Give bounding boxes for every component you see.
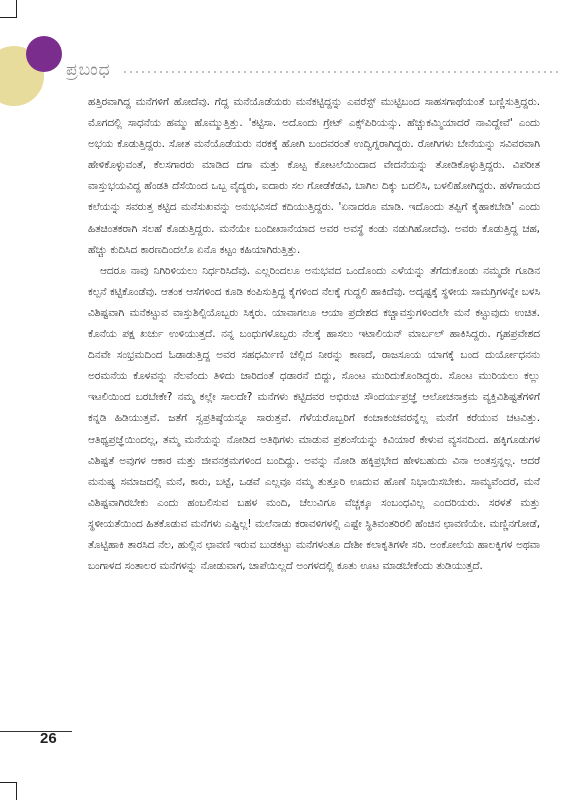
article-body <box>88 92 540 732</box>
paragraph-2: ಆದರೂ ನಾವು ನಿಗಿರಿಳಿಯಲು ನಿರ್ಧರಿಸಿದೆವು. ಎಲ್ಲರಿಂದಲೂ ಅನುಭವದ ಒಂದೊಂದು ಎಳೆಯನ್ನು ತೆಗೆದುಕೊಂಡು ನಮ್ಮದೇ ಗೂಡಿನ ಕಲ್ಪನೆ ಕಟ್ಟಿಕೊಂಡೆವು. ಆತಂಕ ಆಸೆಗಳಿಂದ ಕೂಡಿ ಕಂಪಿಸುತ್ತಿದ್ದ ಕೈಗಳಿಂದ ನೆಲಕ್ಕೆ ಗುದ್ದಲಿ ಹಾಕಿದೆವು. ಅದೃಷ್ಟಕ್ಕೆ ಸ್ಥಳೀಯ ಸಾಮಗ್ರಿಗಳನ್ನೇ ಬಳಸಿ ವಿಶಿಷ್ಟವಾಗಿ ಮನೆಕಟ್ಟುವ ವಾಸ್ತುಶಿಲ್ಪಿಯೊಬ್ಬರು ಸಿಕ್ಕರು. ಯಾವಾಗಲೂ ಆಯಾ ಪ್ರದೇಶದ ಕಚ್ಚಾವಸ್ತುಗಳಿಂದಲೇ ಮನೆ ಕಟ್ಟುವುದು ಉಚಿತ. ಕೊನೆಯ ಪಕ್ಷ ಖರ್ಚು ಉಳಿಯುತ್ತದೆ. ನನ್ನ ಬಂಧುಗಳೊಬ್ಬರು ನೆಲಕ್ಕೆ ಹಾಸಲು ಇಟಾಲಿಯನ್ ಮಾರ್ಬಲ್ ಹಾಕಿಸಿದ್ದರು. ಗೃಹಪ್ರವೇಶದ ದಿನವೇ ಸಂಭ್ರಮದಿಂದ ಓಡಾಡುತ್ತಿದ್ದ ಅವರ ಸಹಧರ್ಮಿಣಿ ಚೆಲ್ಲಿದ ನೀರನ್ನು ಕಾಣದೆ, ರಾಜಸೂಯ ಯಾಗಕ್ಕೆ ಬಂದ ದುರ್ಯೋಧನನು ಅರಮನೆಯ ಕೊಳವನ್ನು ನೆಲವೆಂದು ತಿಳಿದು ಜಾರಿದಂತೆ ಧಡಾರನೆ ಬಿದ್ದು, ಸೊಂಟ ಮುರಿದುಕೊಂಡಿದ್ದರು. ಸೊಂಟ ಮುರಿಯಲು ಕಲ್ಲು ಇಟಲಿಯಿಂದ ಬರಬೇಕೇ? ನಮ್ಮ ಕಲ್ಲೇ ಸಾಲದೇ? ಮನೆಗಳು ಕಟ್ಟಿದವರ ಅಭಿರುಚಿ ಸೌಂದರ್ಯಪ್ರಜ್ಞೆ ಆಲೋಚನಾಕ್ರಮ ವ್ಯಕ್ತಿವಿಶಿಷ್ಟತೆಗಳಿಗೆ ಕನ್ನಡಿ ಹಿಡಿಯುತ್ತವೆ. ಜತೆಗೆ ಸ್ವಪ್ರತಿಷ್ಠೆಯನ್ನೂ ಸಾರುತ್ತವೆ. ಗೆಳೆಯರೊಬ್ಬರಿಗೆ ಕಂಚಾಕಂಚವರನ್ನೆಲ್ಲ ಮನೆಗೆ ಕರೆಯುವ ಚಟವಿತ್ತು. ಆತಿಥ್ಯಪ್ರಜ್ಞೆಯಿಂದಲ್ಲ, ತಮ್ಮ ಮನೆಯನ್ನು ನೋಡಿದ ಅತಿಥಿಗಳು ಮಾಡುವ ಪ್ರಶಂಸೆಯನ್ನು ಕಿವಿಯಾರೆ ಕೇಳುವ ವ್ಯಸನದಿಂದ. ಹಕ್ಕಿಗೂಡುಗಳ ವಿಶಿಷ್ಟತೆ ಅವುಗಳ ಆಕಾರ ಮತ್ತು ಜೀವನಕ್ರಮಗಳಿಂದ ಬಂದಿದ್ದು. ಅವನ್ನು ನೋಡಿ ಹಕ್ಕಿಪ್ರಭೇದ ಹೇಳಬಹುದು ವಿನಾ ಅಂತಸ್ತನ್ನಲ್ಲ. ಆದರೆ ಮನುಷ್ಯ ಸಮಾಜದಲ್ಲಿ ಮನೆ, ಕಾರು, ಬಟ್ಟೆ, ಒಡವೆ ಎಲ್ಲವೂ ನಮ್ಮ ತುತ್ತೂರಿ ಊದುವ ಹೊಣೆ ನಿಭಾಯಿಸಬೇಕು. ಸಾಮ್ಯವೆಂದರೆ, ಮನೆ ವಿಶಿಷ್ಟವಾಗಿರಬೇಕು ಎಂದು ಹಂಬಲಿಸುವ ಬಹಳ ಮಂದಿ, ಚೆಲುವಿಗೂ ವೆಚ್ಚಕ್ಕೂ ಸಂಬಂಧವಿಲ್ಲ ಎಂದರಿಯರು. ಸರಳತೆ ಮತ್ತು ಸ್ಥಳೀಯತೆಯಿಂದ ಹಿತಕೊಡುವ ಮನೆಗಳು ಎಷ್ಟಿಲ್ಲ! ಮಲೆನಾಡು ಕರಾವಳಿಗಳಲ್ಲಿ ಎಷ್ಟೇ ಸ್ಥಿತಿವಂತರಿರಲಿ ಹೆಂಚಿನ ಛಾವಣಿಯೇ. ಮಣ್ಣಿನಗೋಡೆ, ತೊಟ್ಟಿಹಾಕಿ ತಾರಸಿದ ನೆಲ, ಹುಲ್ಲಿನ ಛಾವಣಿ ಇರುವ ಬುಡಕಟ್ಟು ಮನೆಗಳಂತೂ ದೇಶೀ ಕಲಾಕೃತಿಗಳೇ ಸರಿ. ಅಂಕೋಲೆಯ ಹಾಲಕ್ಕಿಗಳ ಅಥವಾ ಬಂಗಾಳದ ಸಂತಾಲರ ಮನೆಗಳನ್ನು ನೋಡುವಾಗ, ಚಾಪೆಯಿಲ್ಲದೆ ಅಂಗಳದಲ್ಲಿ ಕೂತು ಊಟ ಮಾಡಬೇಕೆಂದು ತುಡಿಯುತ್ತದೆ. <box>88 264 540 573</box>
paragraph-1: ಹತ್ತಿರವಾಗಿದ್ದ ಮನೆಗಳಿಗೆ ಹೋದೆವು. ಗೆದ್ದ ಮನೆಯೊಡೆಯರು ಮನೆಕಟ್ಟಿದ್ದನ್ನು ಎವರೆಸ್ಟ್ ಮುಟ್ಟಿಬಂದ ಸಾಹಸಗಾಥೆಯಂತೆ ಬಣ್ಣಿಸುತ್ತಿದ್ದರು. ಮೊಗದಲ್ಲಿ ಸಾಧನೆಯ ಹಮ್ಮು ಹೊಮ್ಮುತ್ತಿತ್ತು. 'ಕಟ್ಟಿಸಾ. ಅದೊಂದು ಗ್ರೇಟ್ ಎಕ್ಸ್‌ಪಿರಿಯನ್ಸು. ಹೆಚ್ಚುಕಮ್ಮಿಯಾದರೆ ನಾವಿದ್ದೇವೆ' ಎಂದು ಅಭಯ ಕೊಡುತ್ತಿದ್ದರು. ಸೋತ ಮನೆಯೊಡೆಯರು ನರಕಕ್ಕೆ ಹೋಗಿ ಬಂದವರಂತೆ ಉದ್ವಿಗ್ನರಾಗಿದ್ದರು. ರೋಗಿಗಳು ಬೇನೆಯನ್ನು ಸವಿವರವಾಗಿ ಹೇಳಿಕೊಳ್ಳುವಂತೆ, ಕೆಲಸಗಾರರು ಮಾಡಿದ ದಗಾ ಮತ್ತು ಕೊಟ್ಟ ಕೋಟಲೆಯಿಂದಾದ ವೇದನೆಯನ್ನು ತೋಡಿಕೊಳ್ಳುತ್ತಿದ್ದರು. ವಿಪರೀತ ವಾಸ್ತುಭಯವಿದ್ದ ಹೆಂಡತಿ ದೆಸೆಯಿಂದ ಒಬ್ಬ ವೈದ್ಯರು, ಐದಾರು ಸಲ ಗೋಡೆಕೆಡವಿ, ಬಾಗಿಲ ದಿಕ್ಕು ಬದಲಿಸಿ, ಬಳಲಿಹೋಗಿದ್ದರು. ಹಳೆಗಾಯದ ಕಲೆಯನ್ನು ಸವರುತ್ತ ಕಟ್ಟಿದ ಮನೆಸುಖವನ್ನು ಅನುಭವಿಸದೆ ಕದಿಯುತ್ತಿದ್ದರು. 'ಏನಾದರೂ ಮಾಡಿ. ಇದೊಂದು ತಪ್ಪಿಗೆ ಕೈಹಾಕಬೇಡಿ' ಎಂದು ಹಿತಚಿಂತಕರಾಗಿ ಸಲಹೆ ಕೊಡುತ್ತಿದ್ದರು. ಮನೆಯೇ ಬಂದೀಖಾನೆಯಾದ ಅವರ ಅವಸ್ಥೆ ಕಂಡು ನಡುಗಿಹೋದೆವು. ಅವರು ಕೊಡುತ್ತಿದ್ದ ಚಹ, ಹೆಚ್ಚು ಕುದಿಸಿದ ಕಾರಣದಿಂದಲೊ ಏನೊ ಕಟ್ಟಂ ಕಹಿಯಾಗಿರುತ್ತಿತ್ತು. <box>88 96 540 256</box>
purple-circle-shape <box>26 36 62 72</box>
header-dotted-rule <box>122 71 562 73</box>
crop-mark-bottom-vertical <box>16 782 17 800</box>
section-label: ಪ್ರಬಂಧ <box>66 60 111 80</box>
footer-rule <box>0 731 72 732</box>
crop-mark-bottom-horizontal <box>0 782 17 783</box>
crop-mark-top-vertical <box>16 0 17 18</box>
page-number: 26 <box>40 730 57 747</box>
